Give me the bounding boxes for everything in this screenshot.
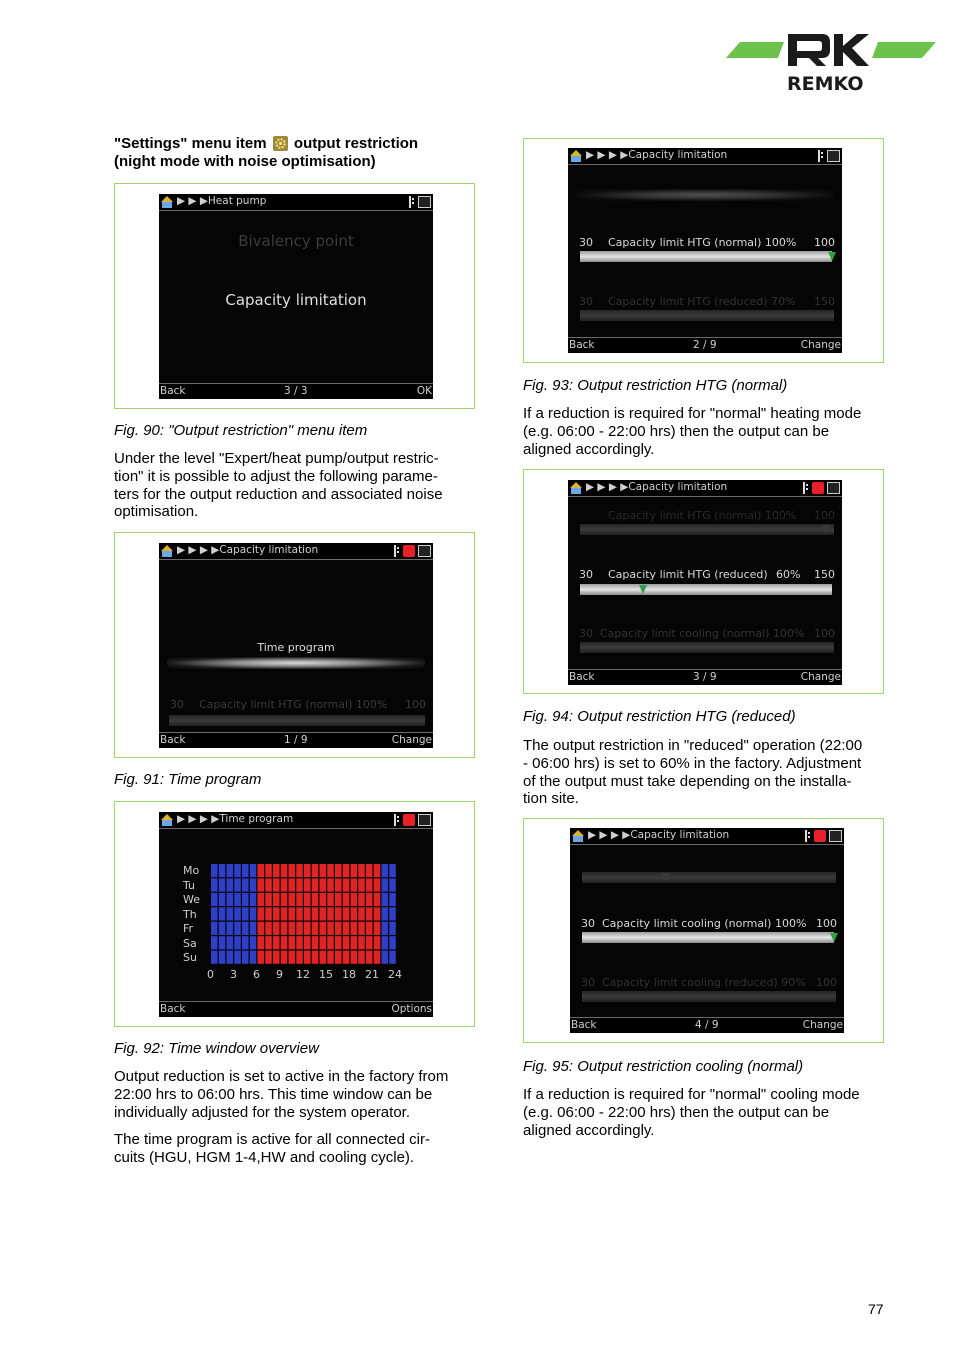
time-slot-cell[interactable] xyxy=(327,893,334,906)
time-slot-cell[interactable] xyxy=(273,936,280,949)
back-button[interactable]: Back xyxy=(160,734,186,746)
time-slot-cell[interactable] xyxy=(281,922,288,935)
time-slot-cell[interactable] xyxy=(258,951,265,964)
menu-item-bivalency[interactable]: Bivalency point xyxy=(238,232,354,250)
time-slot-cell[interactable] xyxy=(374,936,381,949)
time-slot-cell[interactable] xyxy=(358,907,365,920)
time-slot-cell[interactable] xyxy=(289,893,296,906)
page-indicator: 4 / 9 xyxy=(695,1019,719,1031)
time-slot-cell[interactable] xyxy=(227,864,234,877)
day-label: Mo xyxy=(183,864,200,877)
slider-marker[interactable] xyxy=(822,525,830,534)
time-slot-cell[interactable] xyxy=(211,864,218,877)
remko-logo xyxy=(726,30,936,94)
time-slot-cell[interactable] xyxy=(358,951,365,964)
time-slot-cell[interactable] xyxy=(289,951,296,964)
time-slot-cell[interactable] xyxy=(242,893,249,906)
time-slot-cell[interactable] xyxy=(389,864,396,877)
time-slot-cell[interactable] xyxy=(265,907,272,920)
breadcrumb: ▶ ▶ ▶ ▶Time program xyxy=(177,813,294,825)
time-slot-cell[interactable] xyxy=(250,951,257,964)
slider-marker[interactable] xyxy=(639,585,647,594)
time-slot-cell[interactable] xyxy=(366,893,373,906)
time-slot-cell[interactable] xyxy=(358,936,365,949)
time-slot-cell[interactable] xyxy=(281,893,288,906)
time-slot-cell[interactable] xyxy=(389,922,396,935)
screen-time-program-menu: ▶ ▶ ▶ ▶Capacity limitation Time program 30 Capacity limit HTG (normal) 100% 100 Back 1 / 9 Change xyxy=(160,544,432,746)
time-slot-cell[interactable] xyxy=(327,864,334,877)
time-slot-cell[interactable] xyxy=(335,922,342,935)
home-icon xyxy=(161,196,173,208)
time-slot-cell[interactable] xyxy=(335,907,342,920)
time-slot-cell[interactable] xyxy=(234,864,241,877)
options-button[interactable]: Options xyxy=(391,1003,432,1015)
figure-95 xyxy=(523,818,884,1043)
time-slot-cell[interactable] xyxy=(389,936,396,949)
time-slot-cell[interactable] xyxy=(320,922,327,935)
menu-item-capacity-limitation[interactable]: Capacity limitation xyxy=(225,291,367,309)
slider-track[interactable] xyxy=(169,715,425,726)
time-slot-cell[interactable] xyxy=(234,907,241,920)
time-slot-cell[interactable] xyxy=(374,864,381,877)
screen-time-window-overview: ▶ ▶ ▶ ▶Time program Mo Tu We Th Fr Sa Su 0 3 6 9 12 15 18 21 24 Back Options xyxy=(160,813,432,1015)
time-slot-cell[interactable] xyxy=(242,864,249,877)
book-icon[interactable] xyxy=(418,196,431,208)
caption-fig91: Fig. 91: Time program xyxy=(114,771,262,788)
time-slot-cell[interactable] xyxy=(358,864,365,877)
time-slot-cell[interactable] xyxy=(366,922,373,935)
home-icon xyxy=(570,482,582,494)
time-slot-cell[interactable] xyxy=(335,864,342,877)
time-slot-cell[interactable] xyxy=(327,936,334,949)
time-slot-cell[interactable] xyxy=(242,907,249,920)
figure-91 xyxy=(114,532,475,758)
figure-94 xyxy=(523,469,884,694)
home-icon xyxy=(161,814,173,826)
time-slot-cell[interactable] xyxy=(327,878,334,891)
time-slot-cell[interactable] xyxy=(304,864,311,877)
time-slot-cell[interactable] xyxy=(296,951,303,964)
page-number: 77 xyxy=(868,1301,884,1317)
time-slot-cell[interactable] xyxy=(312,878,319,891)
paragraph-circuits: The time program is active for all connected cir- cuits (HGU, HGM 1-4,HW and cooling cycle). xyxy=(114,1131,430,1166)
power-icon[interactable] xyxy=(814,830,826,842)
time-slot-cell[interactable] xyxy=(227,907,234,920)
time-slot-cell[interactable] xyxy=(358,893,365,906)
time-slot-cell[interactable] xyxy=(366,907,373,920)
time-slot-cell[interactable] xyxy=(351,907,358,920)
time-slot-cell[interactable] xyxy=(234,893,241,906)
time-slot-cell[interactable] xyxy=(335,936,342,949)
day-label: Fr xyxy=(183,922,194,935)
signal-icon xyxy=(393,814,400,826)
time-slot-cell[interactable] xyxy=(296,893,303,906)
slider-track[interactable] xyxy=(580,524,834,535)
breadcrumb: ▶ ▶ ▶Heat pump xyxy=(177,195,267,207)
paragraph-factory-window: Output reduction is set to active in the factory from 22:00 hrs to 06:00 hrs. This time window can be individually adjusted for the system operator. xyxy=(114,1068,449,1121)
time-slot-cell[interactable] xyxy=(312,951,319,964)
caption-fig92: Fig. 92: Time window overview xyxy=(114,1040,319,1057)
time-slot-cell[interactable] xyxy=(281,936,288,949)
figure-93 xyxy=(523,138,884,363)
time-slot-cell[interactable] xyxy=(312,893,319,906)
time-slot-cell[interactable] xyxy=(211,936,218,949)
time-slot-cell[interactable] xyxy=(281,907,288,920)
weekday-labels xyxy=(183,864,200,966)
selection-fade xyxy=(576,189,834,201)
slider-marker[interactable] xyxy=(830,933,838,942)
time-slot-cell[interactable] xyxy=(296,878,303,891)
time-slot-cell[interactable] xyxy=(219,922,226,935)
page-indicator: 1 / 9 xyxy=(284,734,308,746)
time-slot-cell[interactable] xyxy=(304,878,311,891)
time-slot-cell[interactable] xyxy=(343,878,350,891)
time-slot-cell[interactable] xyxy=(296,936,303,949)
slider-track[interactable] xyxy=(582,991,836,1002)
signal-icon xyxy=(393,545,400,557)
time-slot-cell[interactable] xyxy=(327,951,334,964)
time-slot-cell[interactable] xyxy=(211,922,218,935)
time-slot-cell[interactable] xyxy=(382,893,389,906)
time-slot-cell[interactable] xyxy=(250,864,257,877)
time-slot-cell[interactable] xyxy=(389,907,396,920)
breadcrumb: ▶ ▶ ▶ ▶Capacity limitation xyxy=(177,544,319,556)
time-slot-cell[interactable] xyxy=(327,922,334,935)
caption-fig94: Fig. 94: Output restriction HTG (reduced) xyxy=(523,708,796,725)
page-indicator: 3 / 3 xyxy=(284,385,308,397)
time-slot-cell[interactable] xyxy=(320,936,327,949)
time-slot-cell[interactable] xyxy=(382,907,389,920)
time-slot-cell[interactable] xyxy=(219,864,226,877)
signal-icon xyxy=(802,482,809,494)
breadcrumb: ▶ ▶ ▶ ▶Capacity limitation xyxy=(586,481,728,493)
time-slot-cell[interactable] xyxy=(219,936,226,949)
time-slot-cell[interactable] xyxy=(289,907,296,920)
slider-track[interactable] xyxy=(582,932,834,943)
slider-track[interactable] xyxy=(580,584,832,595)
time-slot-cell[interactable] xyxy=(358,922,365,935)
time-slot-cell[interactable] xyxy=(265,951,272,964)
time-slot-cell[interactable] xyxy=(296,864,303,877)
time-slot-cell[interactable] xyxy=(265,893,272,906)
section-heading: "Settings" menu item output restriction (night mode with noise optimisation) xyxy=(114,135,419,170)
page-indicator: 2 / 9 xyxy=(693,339,717,351)
time-slot-cell[interactable] xyxy=(211,878,218,891)
paragraph-cooling-normal: If a reduction is required for "normal" cooling mode (e.g. 06:00 - 22:00 hrs) then the output can be aligned accordingly. xyxy=(523,1086,860,1139)
time-slot-cell[interactable] xyxy=(242,878,249,891)
slider-marker[interactable] xyxy=(662,873,670,882)
time-slot-cell[interactable] xyxy=(374,922,381,935)
time-slot-cell[interactable] xyxy=(351,951,358,964)
time-slot-cell[interactable] xyxy=(320,951,327,964)
screen-heat-pump-menu xyxy=(159,194,433,399)
back-button[interactable]: Back xyxy=(160,1003,186,1015)
breadcrumb: ▶ ▶ ▶ ▶Capacity limitation xyxy=(588,829,730,841)
slider-track[interactable] xyxy=(582,872,836,883)
time-slot-cell[interactable] xyxy=(382,936,389,949)
signal-icon xyxy=(408,196,415,208)
back-button[interactable]: Back xyxy=(569,671,595,683)
time-slot-cell[interactable] xyxy=(242,922,249,935)
time-slot-cell[interactable] xyxy=(242,951,249,964)
time-slot-cell[interactable] xyxy=(366,951,373,964)
time-slot-cell[interactable] xyxy=(335,893,342,906)
figure-92 xyxy=(114,801,475,1027)
time-slot-cell[interactable] xyxy=(219,951,226,964)
time-slot-cell[interactable] xyxy=(227,936,234,949)
time-slot-cell[interactable] xyxy=(382,878,389,891)
time-slot-cell[interactable] xyxy=(374,951,381,964)
time-slot-cell[interactable] xyxy=(389,893,396,906)
slider-marker[interactable] xyxy=(828,252,836,261)
back-button[interactable]: Back xyxy=(571,1019,597,1031)
time-slot-cell[interactable] xyxy=(273,864,280,877)
time-slot-cell[interactable] xyxy=(374,878,381,891)
signal-icon xyxy=(817,150,824,162)
book-icon[interactable] xyxy=(829,830,842,842)
time-slot-cell[interactable] xyxy=(320,893,327,906)
time-slot-cell[interactable] xyxy=(258,922,265,935)
day-label: Sa xyxy=(183,936,197,950)
time-slot-cell[interactable] xyxy=(273,878,280,891)
caption-fig95: Fig. 95: Output restriction cooling (normal) xyxy=(523,1058,804,1075)
ok-button[interactable]: OK xyxy=(416,385,432,397)
time-slot-cell[interactable] xyxy=(211,907,218,920)
time-slot-cell[interactable] xyxy=(234,878,241,891)
time-slot-cell[interactable] xyxy=(366,878,373,891)
time-slot-cell[interactable] xyxy=(258,907,265,920)
figure-90 xyxy=(114,183,475,409)
time-slot-cell[interactable] xyxy=(304,922,311,935)
time-slot-cell[interactable] xyxy=(265,864,272,877)
caption-fig90: Fig. 90: "Output restriction" menu item xyxy=(114,422,368,439)
page-indicator: 3 / 9 xyxy=(693,671,717,683)
screen-cooling-normal: ▶ ▶ ▶ ▶Capacity limitation 30 Capacity limit cooling (normal) 100% 100 30 Capacity limit cooling (reduced) 90% 100 Back 4 / 9 Change xyxy=(571,829,843,1031)
time-slot-cell[interactable] xyxy=(358,878,365,891)
time-slot-cell[interactable] xyxy=(273,922,280,935)
time-slot-cell[interactable] xyxy=(351,922,358,935)
time-slot-cell[interactable] xyxy=(304,907,311,920)
time-window-grid[interactable] xyxy=(211,864,397,965)
gear-icon xyxy=(273,136,288,151)
time-slot-cell[interactable] xyxy=(289,922,296,935)
time-slot-cell[interactable] xyxy=(296,922,303,935)
time-slot-cell[interactable] xyxy=(250,907,257,920)
book-icon[interactable] xyxy=(827,482,840,494)
time-slot-cell[interactable] xyxy=(227,878,234,891)
time-slot-cell[interactable] xyxy=(304,936,311,949)
menu-item-time-program[interactable]: Time program xyxy=(257,641,335,654)
time-slot-cell[interactable] xyxy=(273,907,280,920)
time-slot-cell[interactable] xyxy=(211,893,218,906)
time-slot-cell[interactable] xyxy=(227,951,234,964)
time-slot-cell[interactable] xyxy=(234,951,241,964)
time-slot-cell[interactable] xyxy=(382,922,389,935)
time-slot-cell[interactable] xyxy=(250,878,257,891)
time-slot-cell[interactable] xyxy=(289,864,296,877)
time-slot-cell[interactable] xyxy=(265,922,272,935)
time-slot-cell[interactable] xyxy=(351,936,358,949)
time-slot-cell[interactable] xyxy=(351,864,358,877)
time-slot-cell[interactable] xyxy=(219,907,226,920)
time-slot-cell[interactable] xyxy=(234,936,241,949)
paragraph-htg-normal: If a reduction is required for "normal" heating mode (e.g. 06:00 - 22:00 hrs) then the output can be aligned accordingly. xyxy=(523,405,862,458)
paragraph-htg-reduced: The output restriction in "reduced" operation (22:00 - 06:00 hrs) is set to 60% in the factory. Adjustment of the output must take depending on the installa- tion site. xyxy=(523,737,863,808)
home-icon xyxy=(161,545,173,557)
change-button[interactable]: Change xyxy=(802,1019,843,1031)
home-icon xyxy=(570,150,582,162)
time-slot-cell[interactable] xyxy=(250,893,257,906)
time-slot-cell[interactable] xyxy=(351,893,358,906)
time-slot-cell[interactable] xyxy=(281,864,288,877)
home-icon xyxy=(572,830,584,842)
time-slot-cell[interactable] xyxy=(343,893,350,906)
time-slot-cell[interactable] xyxy=(258,936,265,949)
time-slot-cell[interactable] xyxy=(242,936,249,949)
time-slot-cell[interactable] xyxy=(289,936,296,949)
time-slot-cell[interactable] xyxy=(327,907,334,920)
breadcrumb: ▶ ▶ ▶ ▶Capacity limitation xyxy=(586,149,728,161)
day-label: Tu xyxy=(183,878,196,892)
time-slot-cell[interactable] xyxy=(234,922,241,935)
time-slot-cell[interactable] xyxy=(258,878,265,891)
time-slot-cell[interactable] xyxy=(320,878,327,891)
time-slot-cell[interactable] xyxy=(389,878,396,891)
power-icon[interactable] xyxy=(403,814,415,826)
time-slot-cell[interactable] xyxy=(374,893,381,906)
time-slot-cell[interactable] xyxy=(374,907,381,920)
back-button[interactable]: Back xyxy=(160,385,186,397)
time-slot-cell[interactable] xyxy=(312,864,319,877)
time-slot-cell[interactable] xyxy=(312,922,319,935)
time-slot-cell[interactable] xyxy=(320,907,327,920)
time-slot-cell[interactable] xyxy=(312,936,319,949)
caption-fig93: Fig. 93: Output restriction HTG (normal) xyxy=(523,377,788,394)
paragraph-intro: Under the level "Expert/heat pump/output restric- tion" it is possible to adjust the following parame- ters for the output reduction and associated noise optimisation. xyxy=(114,450,443,521)
svg-text:REMKO: REMKO xyxy=(787,73,864,94)
slider-track[interactable] xyxy=(580,310,834,321)
book-icon[interactable] xyxy=(418,814,431,826)
time-slot-cell[interactable] xyxy=(351,878,358,891)
back-button[interactable]: Back xyxy=(569,339,595,351)
book-icon[interactable] xyxy=(418,545,431,557)
time-slot-cell[interactable] xyxy=(250,922,257,935)
time-slot-cell[interactable] xyxy=(265,878,272,891)
time-slot-cell[interactable] xyxy=(335,878,342,891)
screen-htg-normal: ▶ ▶ ▶ ▶Capacity limitation 30 Capacity limit HTG (normal) 100% 100 30 Capacity limit HTG (reduced) 70% 150 Back 2 / 9 Change xyxy=(569,149,841,351)
slider-track[interactable] xyxy=(580,642,834,653)
time-slot-cell[interactable] xyxy=(273,951,280,964)
power-icon[interactable] xyxy=(812,482,824,494)
book-icon[interactable] xyxy=(827,150,840,162)
time-slot-cell[interactable] xyxy=(343,936,350,949)
time-slot-cell[interactable] xyxy=(343,922,350,935)
day-label: We xyxy=(183,893,200,906)
time-slot-cell[interactable] xyxy=(296,907,303,920)
signal-icon xyxy=(804,830,811,842)
time-slot-cell[interactable] xyxy=(366,936,373,949)
time-slot-cell[interactable] xyxy=(320,864,327,877)
day-label: Su xyxy=(183,951,197,964)
time-slot-cell[interactable] xyxy=(281,951,288,964)
time-slot-cell[interactable] xyxy=(265,936,272,949)
selection-highlight xyxy=(167,657,425,669)
time-slot-cell[interactable] xyxy=(281,878,288,891)
time-slot-cell[interactable] xyxy=(219,878,226,891)
power-icon[interactable] xyxy=(403,545,415,557)
change-button[interactable]: Change xyxy=(800,339,841,351)
change-button[interactable]: Change xyxy=(391,734,432,746)
day-label: Th xyxy=(183,907,197,921)
time-slot-cell[interactable] xyxy=(343,951,350,964)
time-slot-cell[interactable] xyxy=(382,951,389,964)
time-slot-cell[interactable] xyxy=(312,907,319,920)
time-slot-cell[interactable] xyxy=(389,951,396,964)
time-slot-cell[interactable] xyxy=(227,893,234,906)
time-slot-cell[interactable] xyxy=(211,951,218,964)
time-slot-cell[interactable] xyxy=(258,864,265,877)
change-button[interactable]: Change xyxy=(800,671,841,683)
time-slot-cell[interactable] xyxy=(289,878,296,891)
time-slot-cell[interactable] xyxy=(382,864,389,877)
screen-htg-reduced: ▶ ▶ ▶ ▶Capacity limitation Capacity limit HTG (normal) 100% 100 30 Capacity limit HTG (reduced) 60% 150 30 Capacity limit cooling (normal) 100% 100 Back 3 / 9 Change xyxy=(569,481,841,683)
time-slot-cell[interactable] xyxy=(219,893,226,906)
time-slot-cell[interactable] xyxy=(273,893,280,906)
time-slot-cell[interactable] xyxy=(343,864,350,877)
time-slot-cell[interactable] xyxy=(304,951,311,964)
time-slot-cell[interactable] xyxy=(366,864,373,877)
time-slot-cell[interactable] xyxy=(227,922,234,935)
time-slot-cell[interactable] xyxy=(250,936,257,949)
time-slot-cell[interactable] xyxy=(335,951,342,964)
time-slot-cell[interactable] xyxy=(304,893,311,906)
time-slot-cell[interactable] xyxy=(258,893,265,906)
time-slot-cell[interactable] xyxy=(343,907,350,920)
slider-track[interactable] xyxy=(580,251,832,262)
